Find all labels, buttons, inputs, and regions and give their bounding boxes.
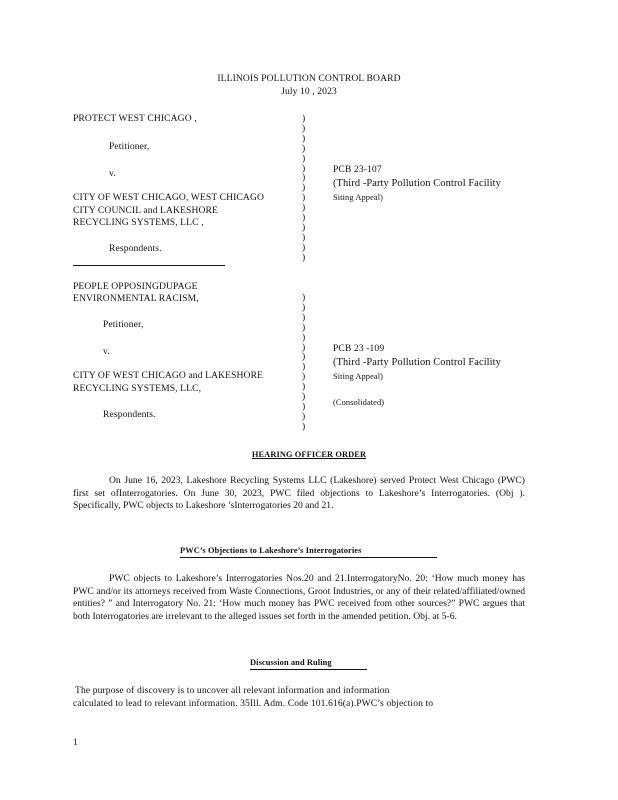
- case2-petitioner-line1: PEOPLE OPPOSINGDUPAGE: [73, 281, 198, 292]
- case2-petitioner-line2: ENVIRONMENTAL RACISM,: [73, 293, 199, 304]
- intro-paragraph: On June 16, 2023, Lakeshore Recycling Systems LLC (Lakeshore) served Protect West Chicago (PWC) first set ofInterrogatories. On June 30, 2023, PWC filed objections to Lakeshore’s Interrogatories. (Obj ). Specifically, PWC objects to Lakeshore ’sInterrogatories 20 and 21.: [73, 475, 525, 512]
- case1-pcb-description: (Third -Party Pollution Control Facility: [333, 178, 501, 189]
- order-date: July 10 , 2023: [281, 86, 337, 97]
- order-title: HEARING OFFICER ORDER: [251, 450, 367, 459]
- discussion-line-1: The purpose of discovery is to uncover all relevant information and information: [75, 685, 390, 696]
- case2-pcb-description: (Third -Party Pollution Control Facility: [333, 357, 501, 368]
- case2-consolidated: (Consolidated): [333, 398, 385, 407]
- case1-pcb-appeal: Siting Appeal): [333, 193, 384, 202]
- case1-respondent-line2: CITY COUNCIL and LAKESHORE: [73, 205, 218, 216]
- discussion-heading-underline: [250, 669, 367, 670]
- discussion-line-2: calculated to lead to relevant information. 35Ill. Adm. Code 101.616(a).PWC’s objection to: [73, 698, 434, 709]
- case2-respondent-line1: CITY OF WEST CHICAGO and LAKESHORE: [73, 370, 264, 381]
- objections-paragraph: PWC objects to Lakeshore’s Interrogatories Nos.20 and 21.InterrogatoryNo. 20: ‘How much money has PWC and/or its attorneys received from Waste Connections, Groot Industries, or any of their related/affiliated/owned entities? ” and Interrogatory No. 21: ‘How much money has PWC received from other sources?” PWC argues that both Interrogatories are irrelevant to the alleged issues set forth in the amended petition. Obj. at 5-6.: [73, 573, 525, 622]
- case1-petitioner-name: PROTECT WEST CHICAGO ,: [73, 113, 197, 124]
- objections-heading-underline: [180, 557, 437, 558]
- discussion-heading: Discussion and Ruling: [250, 658, 332, 667]
- case1-respondent-role: Respondents.: [109, 243, 162, 254]
- case2-versus: v.: [103, 346, 110, 357]
- case2-petitioner-role: Petitioner,: [103, 319, 144, 330]
- page-number: 1: [73, 737, 78, 748]
- case1-pcb-number: PCB 23-107: [333, 164, 382, 175]
- case2-respondent-role: Respondents.: [103, 409, 156, 420]
- board-title: ILLINOIS POLLUTION CONTROL BOARD: [217, 73, 401, 84]
- case2-pcb-appeal: Siting Appeal): [333, 372, 384, 381]
- case2-parentheses: ) ) ) ) ) ) ) ) ) ) ) ) ) ): [302, 292, 306, 432]
- case2-pcb-number: PCB 23 -109: [333, 343, 385, 354]
- case1-respondent-line3: RECYCLING SYSTEMS, LLC ,: [73, 217, 204, 228]
- case1-respondent-line1: CITY OF WEST CHICAGO, WEST CHICAGO: [73, 192, 265, 203]
- case1-divider: [73, 265, 225, 266]
- case1-petitioner-role: Petitioner,: [109, 141, 150, 152]
- objections-heading: PWC’s Objections to Lakeshore’s Interrogatories: [180, 546, 362, 555]
- case1-parentheses: ) ) ) ) ) ) ) ) ) ) ) ) ) ) ): [302, 113, 306, 263]
- case2-respondent-line2: RECYCLING SYSTEMS, LLC,: [73, 383, 202, 394]
- case1-versus: v.: [109, 168, 116, 179]
